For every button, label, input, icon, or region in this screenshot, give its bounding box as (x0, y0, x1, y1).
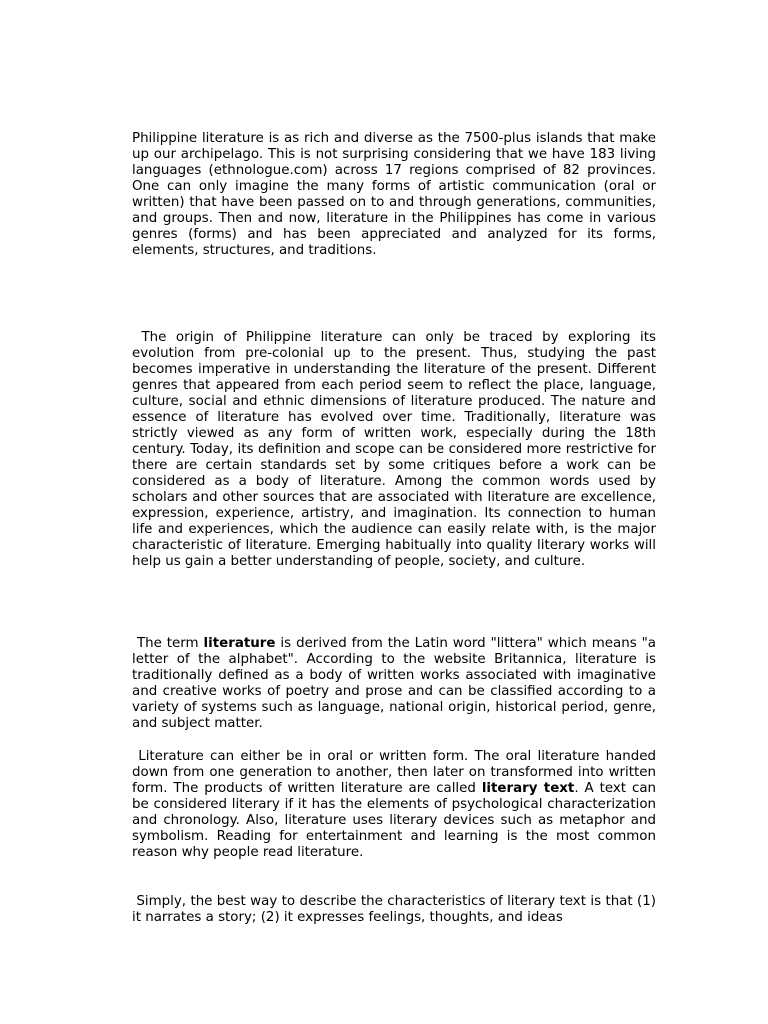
paragraph-origin: The origin of Philippine literature can only be traced by exploring its evolution from pre-colonial up to the present. Thus, studying the past becomes imperative in understanding the literature of the present. Different genres that appeared from each period seem to reflect the place, language, culture, social and ethnic dimensions of literature produced. The nature and essence of literature has evolved over time. Traditionally, literature was strictly viewed as any form of written work, especially during the 18th century. Today, its definition and scope can be considered more restrictive for there are certain standards set by some critiques before a work can be considered as a body of literature. Among the common words used by scholars and other sources that are associated with literature are excellence, expression, experience, artistry, and imagination. Its connection to human life and experiences, which the audience can easily relate with, is the major characteristic of literature. Emerging habitually into quality literary works will help us gain a better understanding of people, society, and culture. (132, 330, 656, 569)
paragraph-text: . A text can be considered literary if it has the elements of psychological characterization and chronology. Also, literature uses literary devices such as metaphor and symbolism. Reading for entertainment and learning is the most common reason why people read literature. (132, 781, 657, 860)
paragraph-characteristics: Simply, the best way to describe the characteristics of literary text is that (1) it narrates a story; (2) it expresses feelings, thoughts, and ideas (132, 894, 656, 925)
paragraph-text: Literature can either be in oral or written form. The oral literature handed down from one generation to another, then later on transformed into written form. The products of written literature are called (132, 749, 656, 796)
bold-term: literature (203, 636, 276, 651)
paragraph-text: The term (132, 636, 204, 651)
paragraph-term-literature (132, 636, 656, 732)
bold-term: literary text (481, 781, 575, 796)
paragraph-intro: Philippine literature is as rich and diverse as the 7500-plus islands that make up our archipelago. This is not surprising considering that we have 183 living languages (ethnologue.com) across 17 regions comprised of 82 provinces. One can only imagine the many forms of artistic communication (oral or written) that have been passed on to and through generations, communities, and groups. Then and now, literature in the Philippines has come in various genres (forms) and has been appreciated and analyzed for its forms, elements, structures, and traditions. (132, 131, 656, 258)
paragraph-oral-written (132, 749, 656, 861)
paragraph-text: is derived from the Latin word "littera" which means "a letter of the alphabet". According to the website Britannica, literature is traditionally defined as a body of written works associated with imaginative and creative works of poetry and prose and can be classified according to a variety of systems such as language, national origin, historical period, genre, and subject matter. (132, 636, 656, 731)
